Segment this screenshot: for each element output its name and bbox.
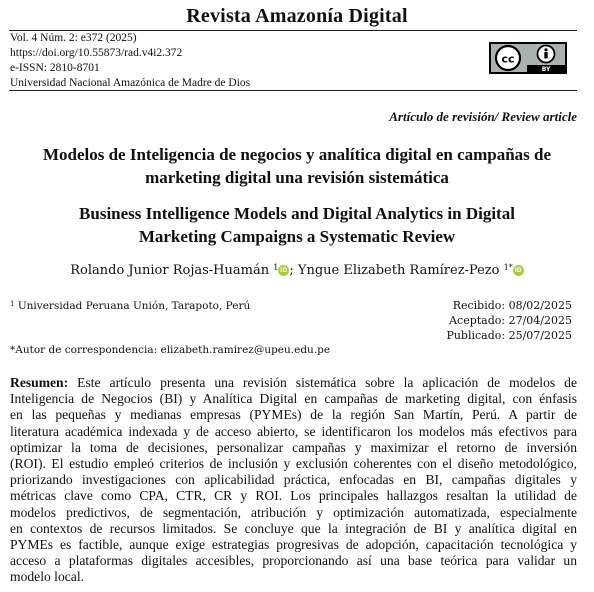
title-line: Marketing Campaigns a Systematic Review (138, 227, 456, 246)
title-line: Business Intelligence Models and Digital Analytics in Digital (79, 204, 515, 223)
abstract (10, 375, 577, 586)
affiliation-marker: 1 (273, 263, 279, 272)
accepted-date: Aceptado: 27/04/2025 (449, 314, 572, 327)
license-label: BY (541, 66, 551, 72)
volume-info: Vol. 4 Núm. 2: e372 (2025) (10, 32, 137, 44)
abstract-label: Resumen: (10, 375, 69, 390)
abstract-line: Resumen: Este artículo presenta una revisión sistemática sobre la aplicación de modelos de (10, 375, 577, 390)
corresponding-author: *Autor de correspondencia: elizabeth.ramirez@upeu.edu.pe (10, 344, 331, 356)
abstract-line: (ROI). El estudio empleó criterios de inclusión y exclusión coherentes con el diseño metodológico, (10, 456, 577, 472)
abstract-line: modelo local. (10, 569, 84, 585)
institution: Universidad Nacional Amazónica de Madre de Dios (10, 77, 251, 89)
abstract-line: métricas clave como CPA, CTR, CR y ROI. Los principales hallazgos resaltan la utilidad de (10, 488, 577, 504)
affiliation-number: 1 (10, 300, 15, 308)
author-separator: ; (289, 263, 294, 278)
received-date: Recibido: 08/02/2025 (452, 299, 572, 312)
abstract-line: optimizar la toma de decisiones, personalizar campañas y maximizar el retorno de inversión (10, 439, 577, 455)
abstract-line: modelos predictivos, de segmentación, atribución y optimización automatizada, especialmente (10, 504, 577, 520)
affiliation-marker: 1* (503, 263, 513, 272)
publication-dates (446, 298, 572, 343)
doi-link[interactable]: https://doi.org/10.55873/rad.v4i2.372 (10, 47, 183, 59)
affiliation (10, 300, 250, 312)
issn: e-ISSN: 2810-8701 (10, 62, 100, 74)
cc-by-icon[interactable] (489, 42, 567, 74)
svg-text:cc: cc (501, 52, 515, 66)
abstract-line: PYMEs es factible, aunque exige estrategias progresivas de adopción, capacitación tecnológica y (10, 537, 577, 553)
author-name: Rolando Junior Rojas-Huamán (70, 263, 270, 278)
title-line: marketing digital una revisión sistemática (145, 168, 449, 187)
title-spanish (0, 143, 594, 189)
abstract-line: literatura académica indexada y de acceso abierto, se identificaron los modelos más efectivos para (10, 423, 577, 439)
published-date: Publicado: 25/07/2025 (446, 329, 572, 342)
journal-meta (10, 31, 250, 91)
title-english (0, 202, 594, 248)
abstract-line: acceso a plataformas digitales accesibles, proporcionando así una base teórica para validar un (10, 553, 577, 569)
abstract-line: en contextos de recursos limitados. Se concluye que la integración de BI y analítica digital en (10, 520, 577, 536)
abstract-line: en las pequeñas y medianas empresas (PYMEs) de la región San Martín, Perú. A partir de (10, 407, 577, 423)
orcid-icon[interactable]: iD (514, 267, 522, 274)
journal-title: Revista Amazonía Digital (186, 5, 408, 27)
title-line: Modelos de Inteligencia de negocios y analítica digital en campañas de (42, 145, 552, 164)
author-name: Yngue Elizabeth Ramírez-Pezo (297, 263, 500, 278)
affiliation-text: Universidad Peruana Unión, Tarapoto, Perú (17, 300, 251, 312)
abstract-line: priorizando investigaciones con aplicabilidad práctica, enfocadas en BI, campañas digitales y (10, 472, 577, 488)
meta-rule (9, 90, 577, 91)
orcid-icon[interactable]: iD (280, 267, 288, 274)
author-list (0, 263, 594, 278)
article-type: Artículo de revisión/ Review article (389, 109, 577, 124)
abstract-line: Inteligencia de Negocios (BI) y Analítica Digital en campañas de marketing digital, con énfasis (10, 391, 577, 407)
